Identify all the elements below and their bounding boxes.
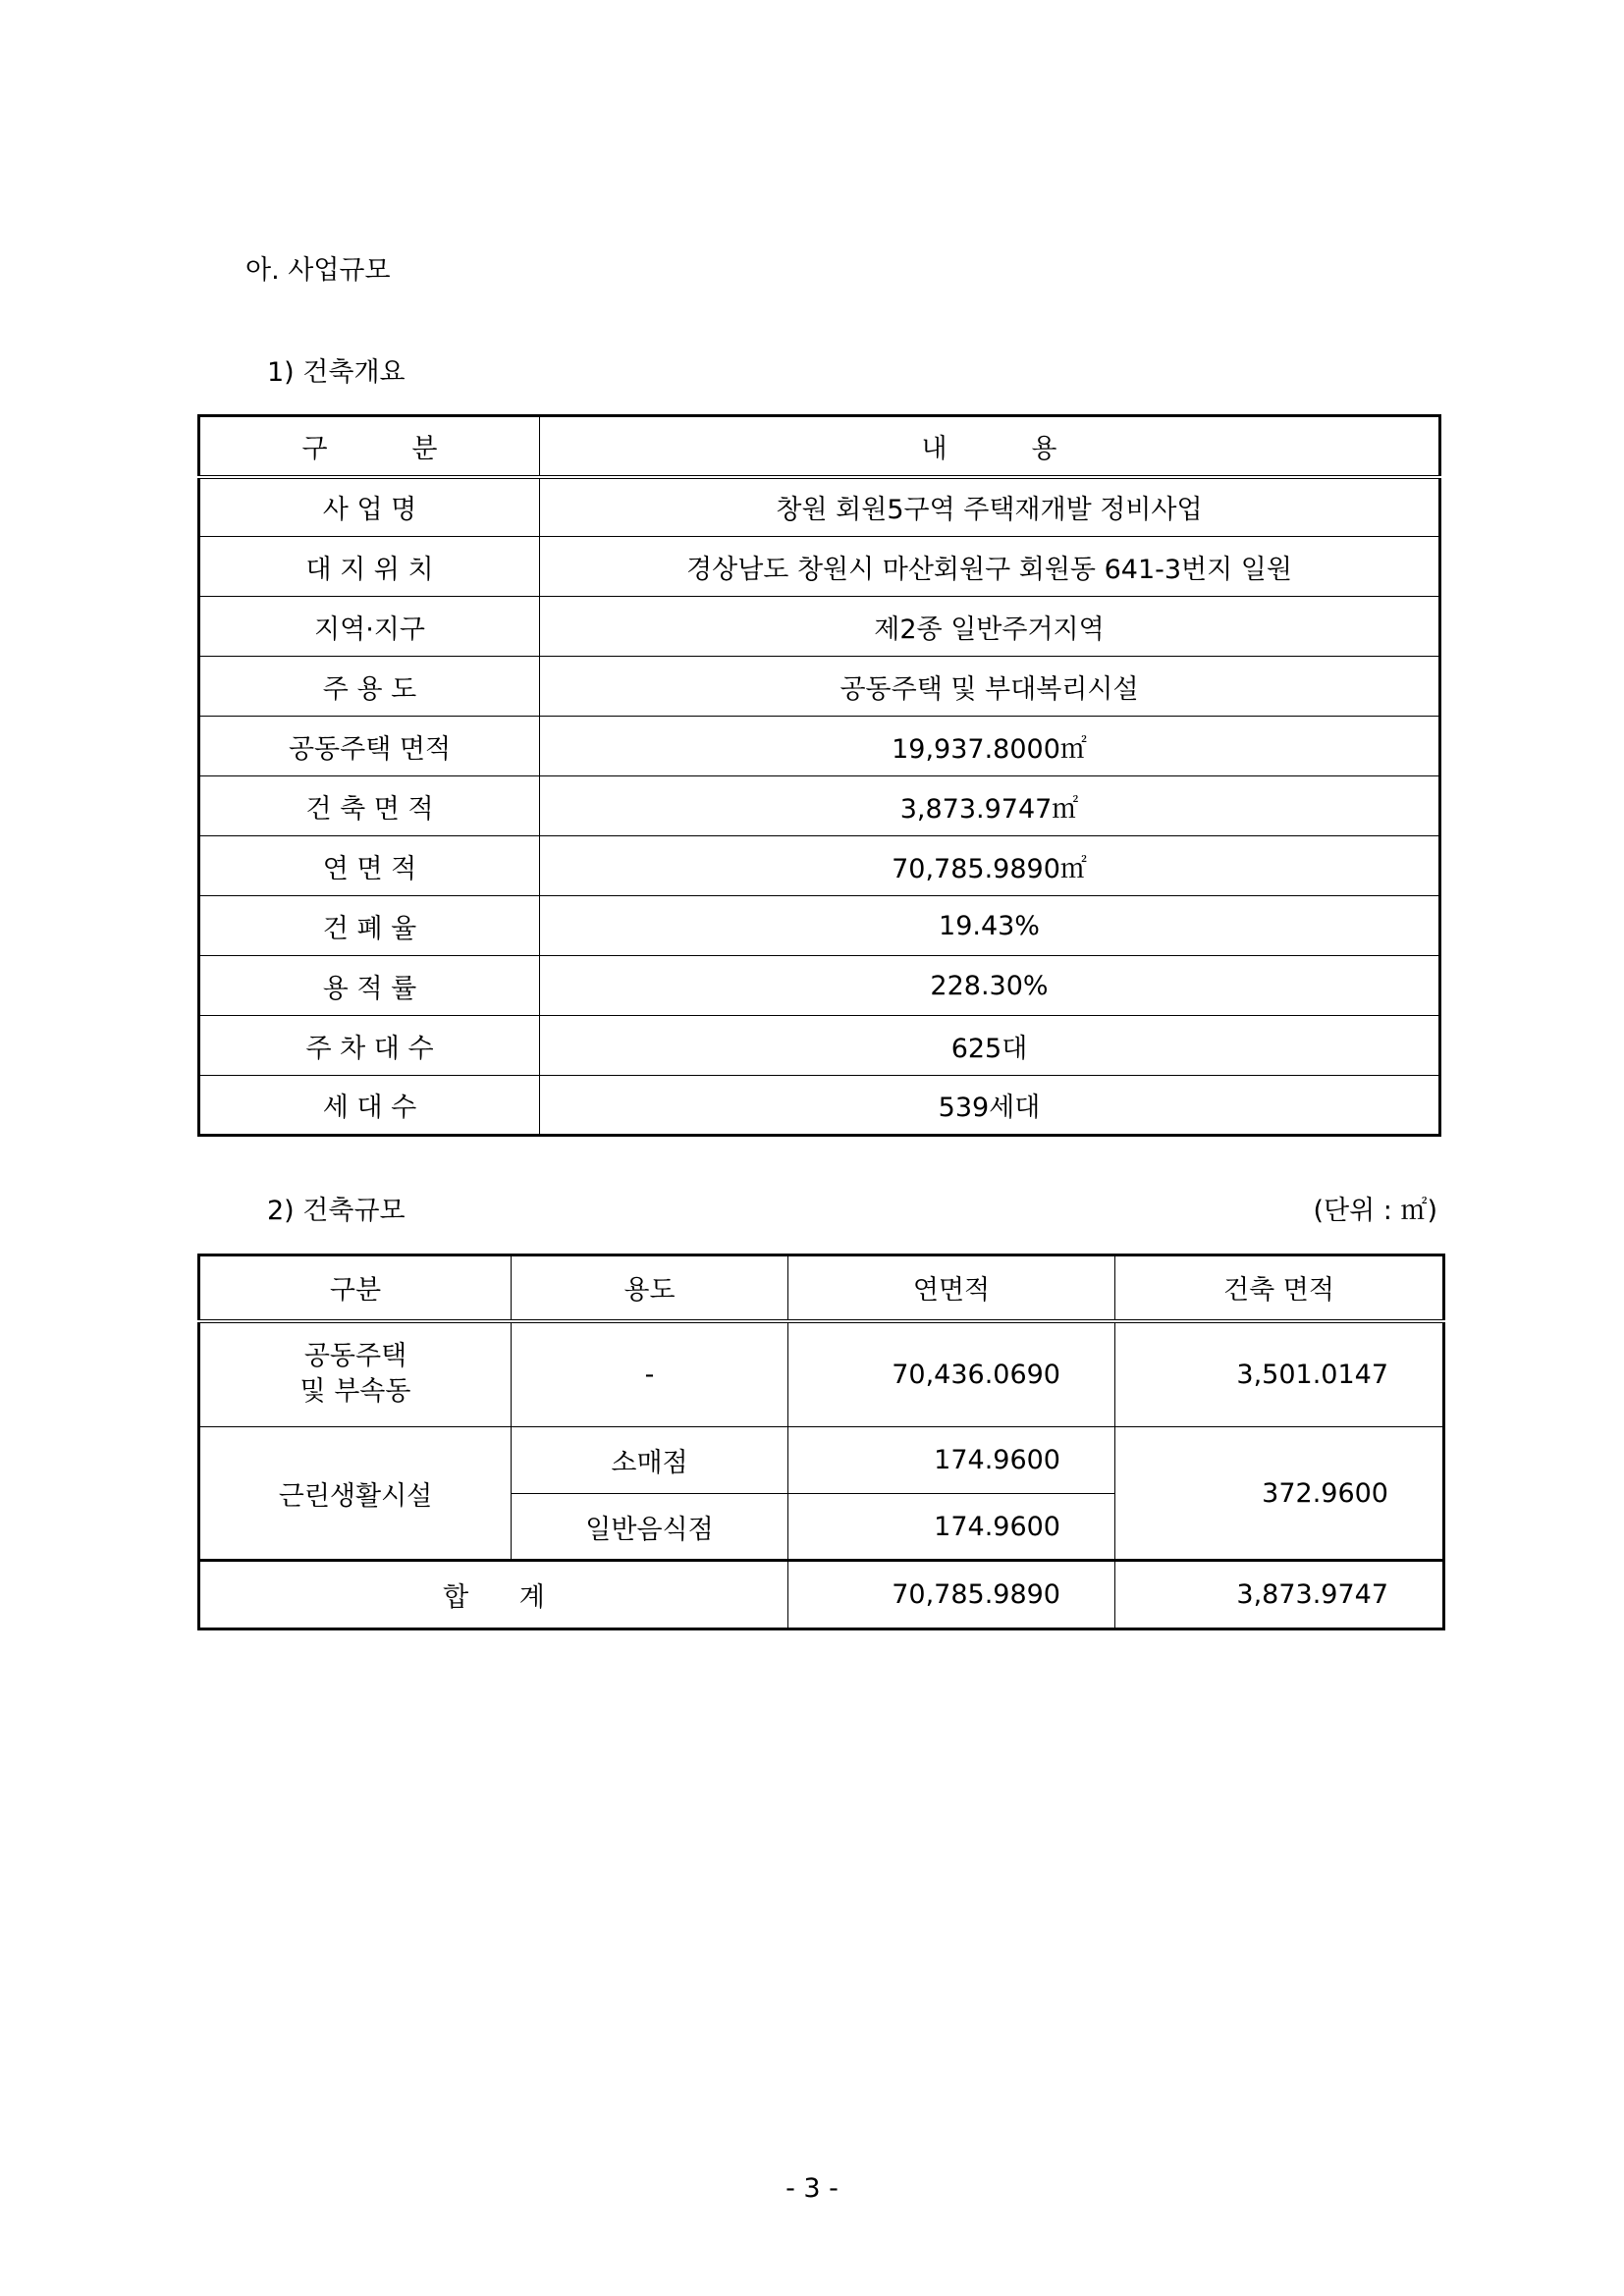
overview-subtitle: 1) 건축개요 <box>267 357 406 388</box>
table-row <box>199 657 1440 717</box>
row-value: 625대 <box>540 1016 1440 1076</box>
row-value: 3,873.9747㎡ <box>540 776 1440 836</box>
table-row <box>199 896 1440 956</box>
header-use: 용도 <box>512 1255 788 1321</box>
neighborhood-label: 근린생활시설 <box>199 1427 512 1561</box>
table-row <box>199 1016 1440 1076</box>
row-label: 공동주택 면적 <box>199 717 540 776</box>
row-label: 건 폐 율 <box>199 896 540 956</box>
apartment-label <box>199 1321 512 1427</box>
row-label: 대 지 위 치 <box>199 537 540 597</box>
total-building-area: 3,873.9747 <box>1115 1561 1444 1629</box>
table-header-row <box>199 1255 1444 1321</box>
page-number: - 3 - <box>785 2173 839 2204</box>
retail-use: 소매점 <box>512 1427 788 1494</box>
table-total-row <box>199 1561 1444 1629</box>
table-row <box>199 956 1440 1016</box>
building-scale-table <box>197 1254 1445 1630</box>
header-floor-area: 연면적 <box>788 1255 1115 1321</box>
row-value: 228.30% <box>540 956 1440 1016</box>
restaurant-use: 일반음식점 <box>512 1494 788 1561</box>
table-header-row <box>199 416 1440 477</box>
table-row <box>199 1427 1444 1494</box>
row-value: 19.43% <box>540 896 1440 956</box>
table-row <box>199 1076 1440 1136</box>
row-label: 주 용 도 <box>199 657 540 717</box>
apartment-label-line2: 및 부속동 <box>299 1376 411 1408</box>
header-content: 내 용 <box>540 416 1440 477</box>
header-category: 구 분 <box>199 416 540 477</box>
apartment-floor-area: 70,436.0690 <box>788 1321 1115 1427</box>
row-value: 공동주택 및 부대복리시설 <box>540 657 1440 717</box>
neighborhood-building-area: 372.9600 <box>1115 1427 1444 1561</box>
row-value: 경상남도 창원시 마산회원구 회원동 641-3번지 일원 <box>540 537 1440 597</box>
restaurant-floor-area: 174.9600 <box>788 1494 1115 1561</box>
row-label: 사 업 명 <box>199 477 540 537</box>
table-row <box>199 477 1440 537</box>
header-category: 구분 <box>199 1255 512 1321</box>
row-value: 539세대 <box>540 1076 1440 1136</box>
total-floor-area: 70,785.9890 <box>788 1561 1115 1629</box>
row-label: 지역·지구 <box>199 597 540 657</box>
row-value: 창원 회원5구역 주택재개발 정비사업 <box>540 477 1440 537</box>
row-value: 19,937.8000㎡ <box>540 717 1440 776</box>
table-row <box>199 717 1440 776</box>
table-row <box>199 597 1440 657</box>
row-value: 70,785.9890㎡ <box>540 836 1440 896</box>
row-value: 제2종 일반주거지역 <box>540 597 1440 657</box>
table-row <box>199 776 1440 836</box>
row-label: 세 대 수 <box>199 1076 540 1136</box>
section-title: 아. 사업규모 <box>245 255 391 286</box>
table-row <box>199 537 1440 597</box>
scale-subtitle: 2) 건축규모 <box>267 1196 406 1226</box>
table-row <box>199 836 1440 896</box>
unit-note: (단위 : ㎡) <box>1313 1196 1437 1226</box>
row-label: 용 적 률 <box>199 956 540 1016</box>
building-overview-table <box>197 414 1441 1137</box>
apartment-building-area: 3,501.0147 <box>1115 1321 1444 1427</box>
header-building-area: 건축 면적 <box>1115 1255 1444 1321</box>
table-row <box>199 1321 1444 1427</box>
retail-floor-area: 174.9600 <box>788 1427 1115 1494</box>
row-label: 주 차 대 수 <box>199 1016 540 1076</box>
row-label: 연 면 적 <box>199 836 540 896</box>
row-label: 건 축 면 적 <box>199 776 540 836</box>
total-label: 합 계 <box>199 1561 788 1629</box>
apartment-use: - <box>512 1321 788 1427</box>
apartment-label-line1: 공동주택 <box>303 1341 407 1372</box>
